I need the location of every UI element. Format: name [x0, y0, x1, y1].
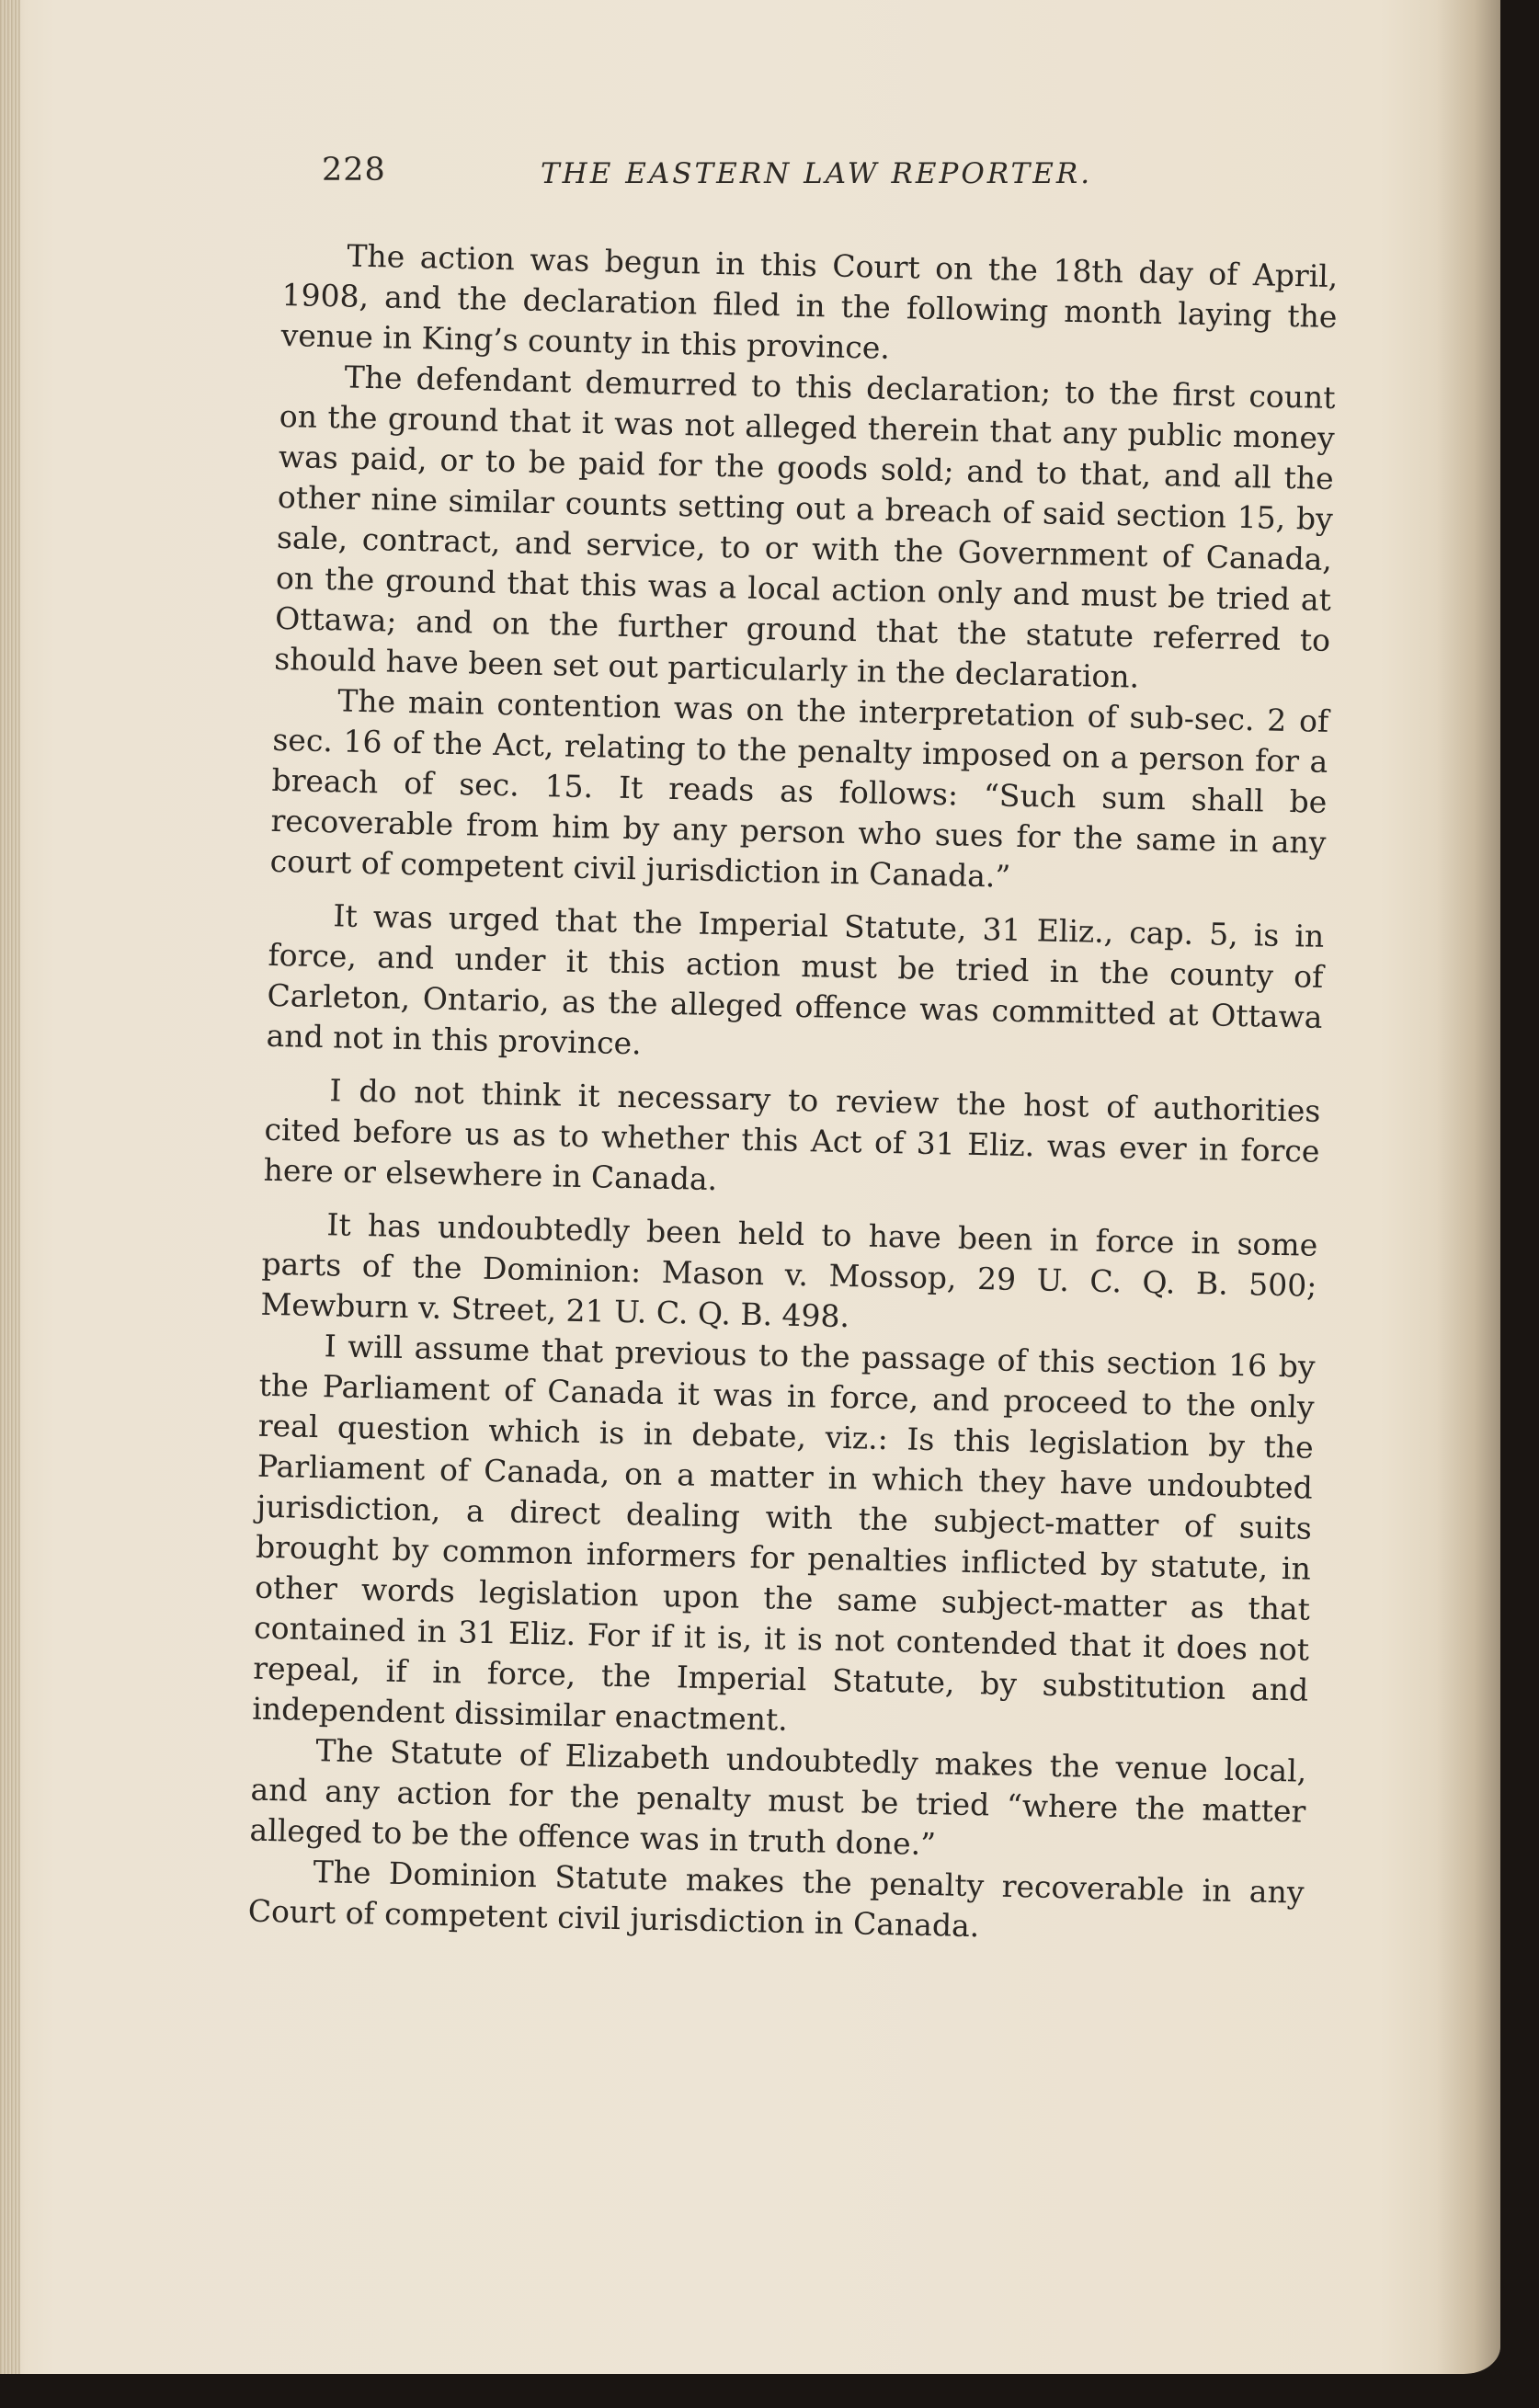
paragraph-2: The defendant demurred to this declaration; to the first count on the ground that it was not alleged therein that any public money was paid, or to be paid for the goods sold; and to that, and all the other nine similar counts setting out a breach of said section 15, by sale, contract, and service, to or with the Government of Canada, on the ground that this was a local action only and must be tried at Ottawa; and on the further ground that the statute referred to should have been set out particularly in the declaration. [273, 359, 1336, 695]
page-header [322, 152, 1333, 207]
page-number: 228 [322, 152, 386, 188]
running-head: THE EASTERN LAW REPORTER. [541, 157, 1093, 190]
paragraph-1: The action was begun in this Court on the 18th day of April, 1908, and the declaration filed in the following month laying the venue in King’s county in this province. [280, 237, 1339, 366]
paragraph-7: I will assume that previous to the passage of this section 16 by the Parliament of Canada it was in force, and proceed to the only real question which is in debate, viz.: Is this legislation by the Parliament of Canada, on a matter in which they have undoubted jurisdiction, a direct dealing with the subject-matter of suits brought by common informers for penalties inflicted by statute, in other words legislation upon the same subject-matter as that contained in 31 Eliz. For if it is, it is not contended that it does not repeal, if in force, the Imperial Statute, by substitution and independent dissimilar enactment. [252, 1328, 1316, 1738]
body-text [247, 234, 1338, 1954]
paragraph-8: The Statute of Elizabeth undoubtedly makes the venue local, and any action for the penalty must be tried “where the matter alleged to be the offence was in truth done.” [249, 1732, 1307, 1863]
paragraph-5: I do not think it necessary to review the host of authorities cited before us as to whether this Act of 31 Eliz. was ever in force here or elsewhere in Canada. [263, 1072, 1321, 1198]
paragraph-9: The Dominion Statute makes the penalty recoverable in any Court of competent civil jurisdiction in Canada. [247, 1854, 1305, 1945]
paragraph-6: It has undoubtedly been held to have been in force in some parts of the Dominion: Mason v. Mossop, 29 U. C. Q. B. 500; Mewburn v. Street, 21 U. C. Q. B. 498. [260, 1206, 1318, 1335]
paragraph-3: The main contention was on the interpretation of sub-sec. 2 of sec. 16 of the Act, relating to the penalty imposed on a person for a breach of sec. 15. It reads as follows: “Such sum shall be recoverable from him by any person who sues for the same in any court of competent civil jurisdiction in Canada.” [269, 682, 1329, 895]
spine-shadow [1436, 0, 1500, 2374]
paragraph-4: It was urged that the Imperial Statute, 31 Eliz., cap. 5, is in force, and under it this action must be tried in the county of Carleton, Ontario, as the alleged offence was committed at Ottawa and not in this province. [266, 897, 1325, 1062]
